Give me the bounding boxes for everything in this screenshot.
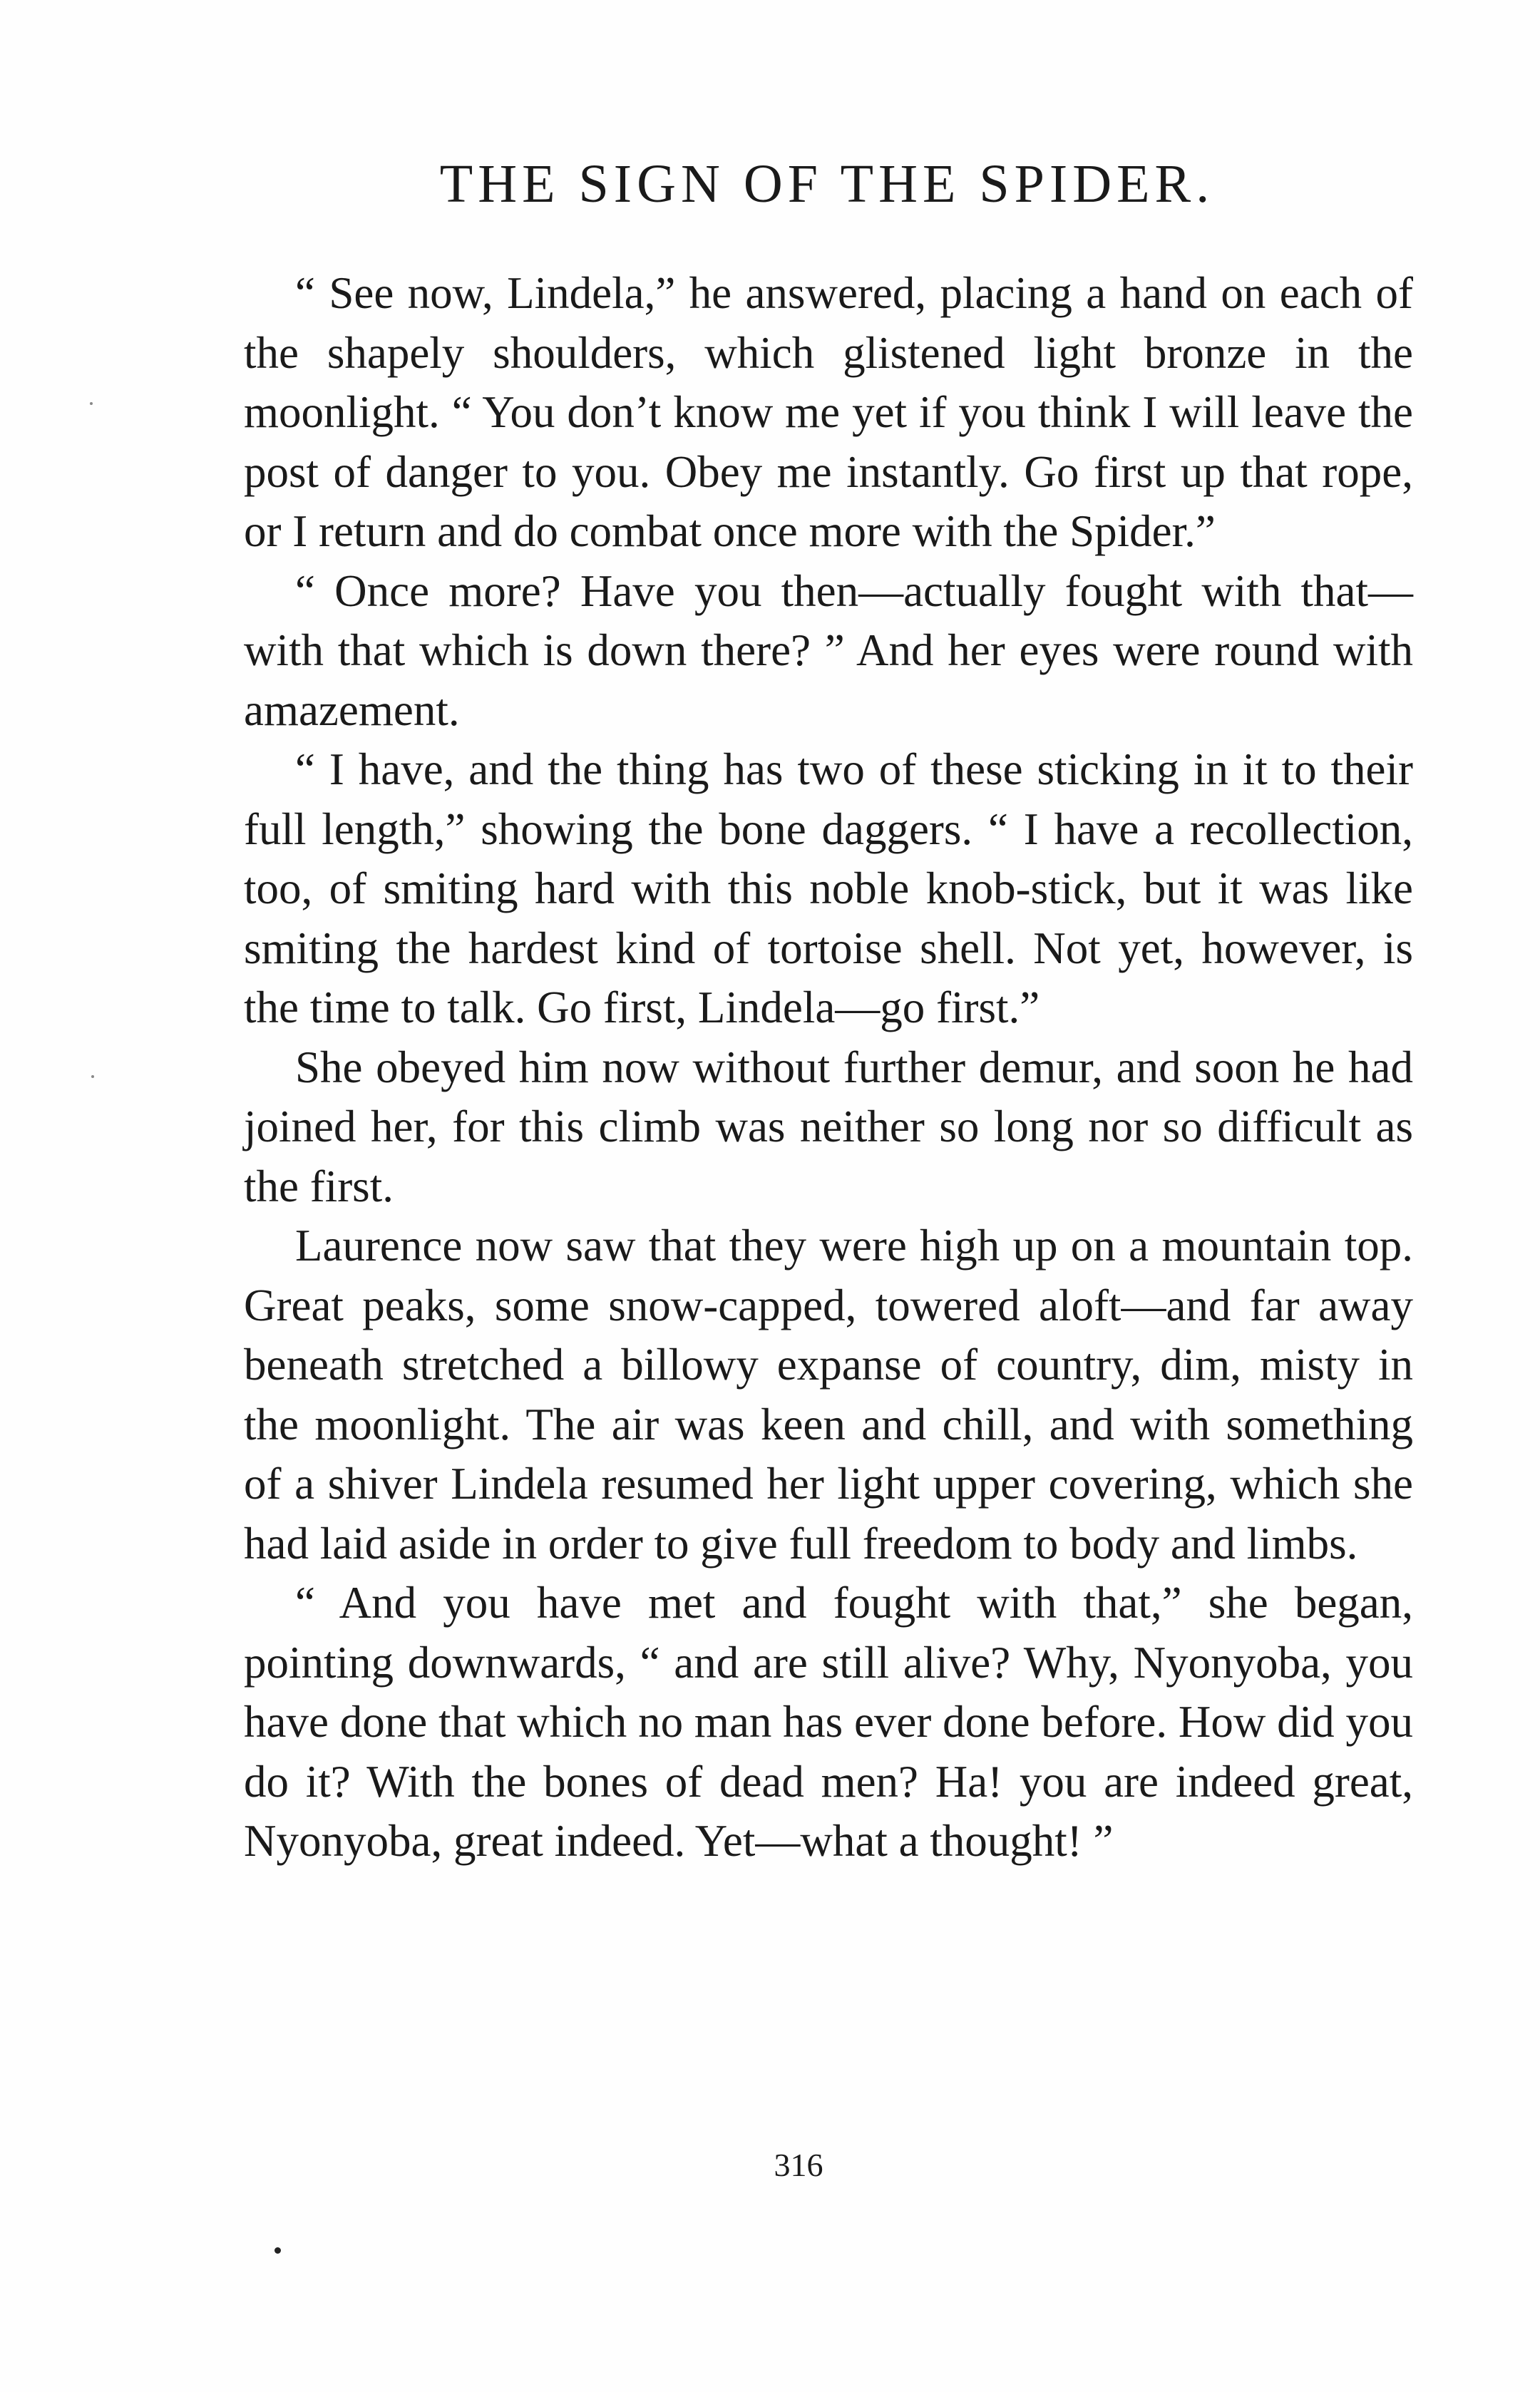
paragraph: She obeyed him now without further demur, and soon he had joined her, for this climb was neither so long nor so difficult as the first. [244, 1042, 1413, 1211]
paragraph: “ And you have met and fought with that,” she began, pointing downwards, “ and are still alive? Why, Nyonyoba, you have done that which no man has ever done before. How did you do it? With the bones of dead men? Ha! you are indeed great, Nyonyoba, great indeed. Yet—what a thought! ” [244, 1578, 1413, 1866]
ink-speck [90, 402, 93, 405]
paragraph: Laurence now saw that they were high up on a mountain top. Great peaks, some snow-capped, towered aloft—and far away beneath stretched a billowy expanse of country, dim, misty in the moonlight. The air was keen and chill, and with something of a shiver Lindela resumed her light upper covering, which she had laid aside in order to give full freedom to body and limbs. [244, 1221, 1413, 1569]
running-title: THE SIGN OF THE SPIDER. [439, 154, 1215, 214]
ink-speck [91, 1075, 94, 1078]
ink-speck [274, 2247, 281, 2254]
page-number: 316 [774, 2147, 823, 2183]
paragraph: “ See now, Lindela,” he answered, placing a hand on each of the shapely shoulders, which glistened light bronze in the moonlight. “ You don’t know me yet if you think I will leave the post of danger to you. Obey me instantly. Go first up that rope, or I return and do combat once more with the Spider.” [244, 268, 1413, 556]
paragraph: “ Once more? Have you then—actually fought with that—with that which is down there? ” And her eyes were round with amazement. [244, 565, 1413, 735]
paragraph: “ I have, and the thing has two of these sticking in it to their full length,” showing the bone daggers. “ I have a recollection, too, of smiting hard with this noble knob-stick, but it was like smiting the hardest kind of tortoise shell. Not yet, however, is the time to talk. Go first, Lindela—go first.” [244, 744, 1413, 1032]
page-body [244, 264, 1413, 1872]
